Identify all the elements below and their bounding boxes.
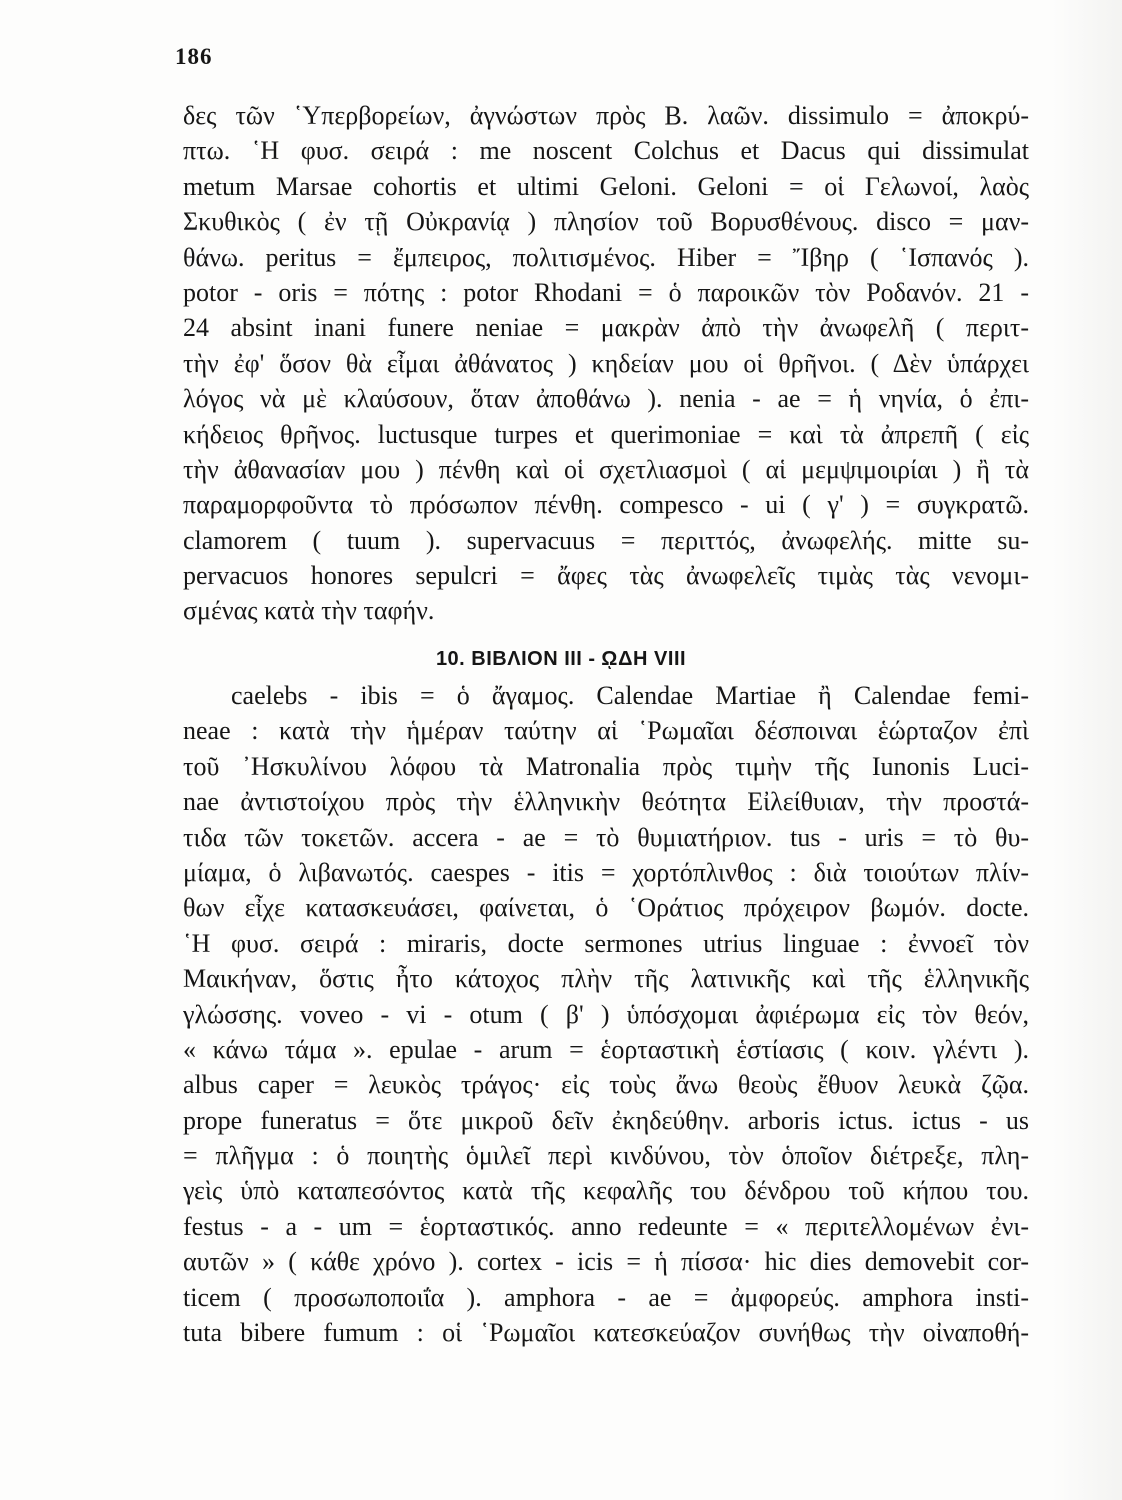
text-line: γλώσσης. voveo - vi - otum ( β' ) ὑπόσχομαι ἀφιέρωμα εἰς τὸν θεόν,	[183, 999, 1029, 1029]
text-line: 24 absint inani funere neniae = μακρὰν ἀπὸ τὴν ἀνωφελῆ ( περιτ-	[183, 313, 1029, 343]
text-line: κήδειος θρῆνος. luctusque turpes et querimoniae = καὶ τὰ ἀπρεπῆ ( εἰς	[183, 419, 1029, 449]
text-line: παραμορφοῦντα τὸ πρόσωπον πένθη. compesco - ui ( γ' ) = συγκρατῶ.	[183, 490, 1029, 520]
page-number: 186	[175, 44, 213, 69]
text-line: = πλῆγμα : ὁ ποιητὴς ὁμιλεῖ περὶ κινδύνου, τὸν ὁποῖον διέτρεξε, πλη-	[183, 1141, 1029, 1171]
page-edge-shadow	[1052, 0, 1122, 1500]
text-line: πτω. ῾Η φυσ. σειρά : me noscent Colchus et Dacus qui dissimulat	[183, 136, 1029, 166]
text-line: σμένας κατὰ τὴν ταφήν.	[183, 596, 435, 626]
text-line: Σκυθικὸς ( ἐν τῇ Οὐκρανίᾳ ) πλησίον τοῦ Βορυσθένους. disco = μαν-	[183, 207, 1029, 237]
section-heading: 10. ΒΙΒΛΙΟΝ ΙΙΙ - ῼΔΗ VIII	[435, 648, 687, 670]
text-line: τὴν ἀθανασίαν μου ) πένθη καὶ οἱ σχετλιασμοὶ ( αἱ μεμψιμοιρίαι ) ἢ τὰ	[183, 454, 1029, 484]
text-line: αυτῶν » ( κάθε χρόνο ). cortex - icis = ἡ πίσσα· hic dies demovebit cor-	[183, 1247, 1029, 1277]
text-line: nae ἀντιστοίχου πρὸς τὴν ἑλληνικὴν θεότητα Εἰλείθυιαν, τὴν προστά-	[183, 787, 1029, 817]
text-line: pervacuos honores sepulcri = ἄφες τὰς ἀνωφελεῖς τιμὰς τὰς νενομι-	[183, 561, 1029, 591]
text-line: clamorem ( tuum ). supervacuus = περιττός, ἀνωφελής. mitte su-	[183, 525, 1029, 555]
commentary-block-2	[183, 678, 1029, 1350]
text-line: γεὶς ὑπὸ καταπεσόντος κατὰ τῆς κεφαλῆς του δένδρου τοῦ κήπου του.	[183, 1176, 1029, 1206]
text-line: τιδα τῶν τοκετῶν. accera - ae = τὸ θυμιατήριον. tus - uris = τὸ θυ-	[183, 822, 1029, 852]
text-line: ticem ( προσωποποιΐα ). amphora - ae = ἀμφορεύς. amphora insti-	[183, 1282, 1029, 1312]
text-line: albus caper = λευκὸς τράγος· εἰς τοὺς ἄνω θεοὺς ἔθυον λευκὰ ζῷα.	[183, 1070, 1029, 1100]
text-line: Μαικήναν, ὅστις ἦτο κάτοχος πλὴν τῆς λατινικῆς καὶ τῆς ἑλληνικῆς	[183, 964, 1029, 994]
text-line: τὴν ἐφ' ὅσον θὰ εἶμαι ἀθάνατος ) κηδείαν μου οἱ θρῆνοι. ( Δὲν ὑπάρχει	[183, 348, 1029, 378]
text-line: ῾Η φυσ. σειρά : miraris, docte sermones utrius linguae : ἐννοεῖ τὸν	[183, 928, 1029, 958]
text-line: θων εἶχε κατασκευάσει, φαίνεται, ὁ ῾Οράτιος πρόχειρον βωμόν. docte.	[183, 893, 1029, 923]
text-line: « κάνω τάμα ». epulae - arum = ἑορταστικὴ ἑστίασις ( κοιν. γλέντι ).	[183, 1034, 1029, 1064]
text-line: μίαμα, ὁ λιβανωτός. caespes - itis = χορτόπλινθος : διὰ τοιούτων πλίν-	[183, 857, 1029, 887]
text-line: potor - oris = πότης : potor Rhodani = ὁ παροικῶν τὸν Ροδανόν. 21 -	[183, 277, 1029, 307]
text-line: neae : κατὰ τὴν ἡμέραν ταύτην αἱ ῾Ρωμαῖαι δέσποιναι ἑώρταζον ἐπὶ	[183, 716, 1029, 746]
text-line: metum Marsae cohortis et ultimi Geloni. Geloni = οἱ Γελωνοί, λαὸς	[183, 171, 1029, 201]
text-line: caelebs - ibis = ὁ ἄγαμος. Calendae Martiae ἢ Calendae femi-	[231, 681, 1029, 710]
text-line: δες τῶν ῾Υπερβορείων, ἀγνώστων πρὸς Β. λαῶν. dissimulo = ἀποκρύ-	[183, 101, 1029, 130]
text-line: prope funeratus = ὅτε μικροῦ δεῖν ἐκηδεύθην. arboris ictus. ictus - us	[183, 1105, 1029, 1135]
text-line: tuta bibere fumum : οἱ ῾Ρωμαῖοι κατεσκεύαζον συνήθως τὴν οἰναποθή-	[183, 1318, 1029, 1348]
commentary-block-1	[183, 98, 1029, 629]
text-line: θάνω. peritus = ἔμπειρος, πολιτισμένος. Hiber = Ἴβηρ ( ῾Ισπανός ).	[183, 242, 1029, 272]
text-line: λόγος νὰ μὲ κλαύσουν, ὅταν ἀποθάνω ). nenia - ae = ἡ νηνία, ὁ ἐπι-	[183, 384, 1029, 414]
text-line: festus - a - um = ἑορταστικός. anno redeunte = « περιτελλομένων ἐνι-	[183, 1211, 1029, 1241]
text-line: τοῦ ᾿Ησκυλίνου λόφου τὰ Matronalia πρὸς τιμὴν τῆς Iunonis Luci-	[183, 751, 1029, 781]
